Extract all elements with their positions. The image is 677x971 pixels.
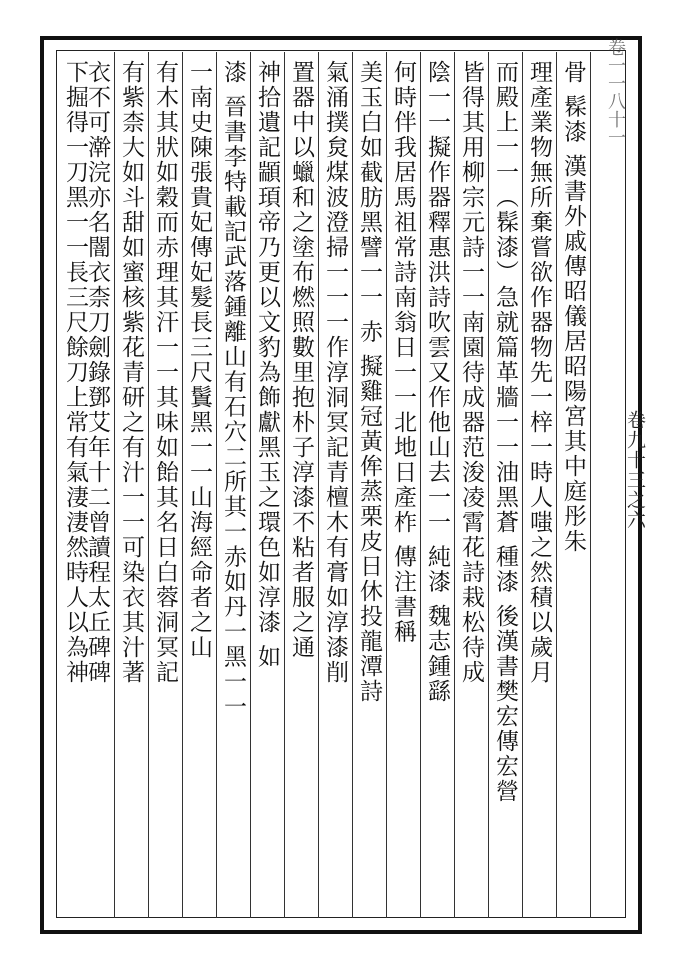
text-column-14: 有紫柰大如斗甜如蜜核紫花青研之有汁一一可染衣其汁著 [118, 60, 144, 685]
text-column-6: 何時伴我居馬祖常詩南翁日一一北地日產柞 傳注書稱 [390, 60, 416, 645]
text-column-3: 而殿上一一（髹漆）急就篇革牆一一油黑蒼 種漆 後漢書樊宏傳宏營 [492, 60, 518, 804]
text-column-10: 神拾遺記顓頊帝乃更以文豹為飾獻黑玉之環色如淳漆 如 [254, 60, 280, 670]
folio-label: 卷九十三之六 [624, 410, 646, 530]
text-column-4: 皆得其用柳宗元詩一一南園待成器范浚凌霄花詩栽松待成 [458, 60, 484, 685]
text-column-1: 骨 髹漆 漢書外戚傳昭儀居昭陽宮其中庭彤朱 [560, 60, 586, 554]
text-column-13: 有木其狀如穀而赤理其汗一一其味如飴其名日白蓉洞冥記 [152, 60, 178, 685]
text-column-9: 置器中以蠟和之塗布燃照數里抱朴子淳漆不粘者服之通 [288, 60, 314, 660]
text-column-5: 陰一一擬作器釋惠洪詩吹雲又作他山去一一 純漆 魏志鍾繇 [424, 60, 450, 704]
text-column-8: 氣涌撲炱煤波澄掃一一一作淳洞冥記青檀木有膏如淳漆削 [322, 60, 348, 685]
text-column-12: 一南史陳張貴妃傳妃髮長三尺鬒黑一一山海經命者之山 [186, 60, 212, 660]
text-column-2: 理產業物無所棄嘗欲作器物先一梓一時人嗤之然積以歲月 [526, 60, 552, 685]
text-column-7: 美玉白如截肪黑譬一一 赤 擬雞冠黃侔蒸栗皮日休投龍潭詩 [356, 60, 382, 704]
text-column-16: 下掘得一刀黑一一長三尺餘刀上常有氣淒淒然時人以為神 [62, 60, 88, 685]
column-rule [590, 52, 591, 918]
text-column-11: 漆 晉書李特載記武落鍾離山有石穴二所其一赤如丹一黑一一 [220, 60, 246, 720]
margin-head: 卷一一八十一 [605, 38, 626, 146]
text-column-15: 衣不可澣浣亦名闇衣柰刀劍錄鄧艾年十二曾讀程太丘碑碑 [84, 60, 110, 685]
